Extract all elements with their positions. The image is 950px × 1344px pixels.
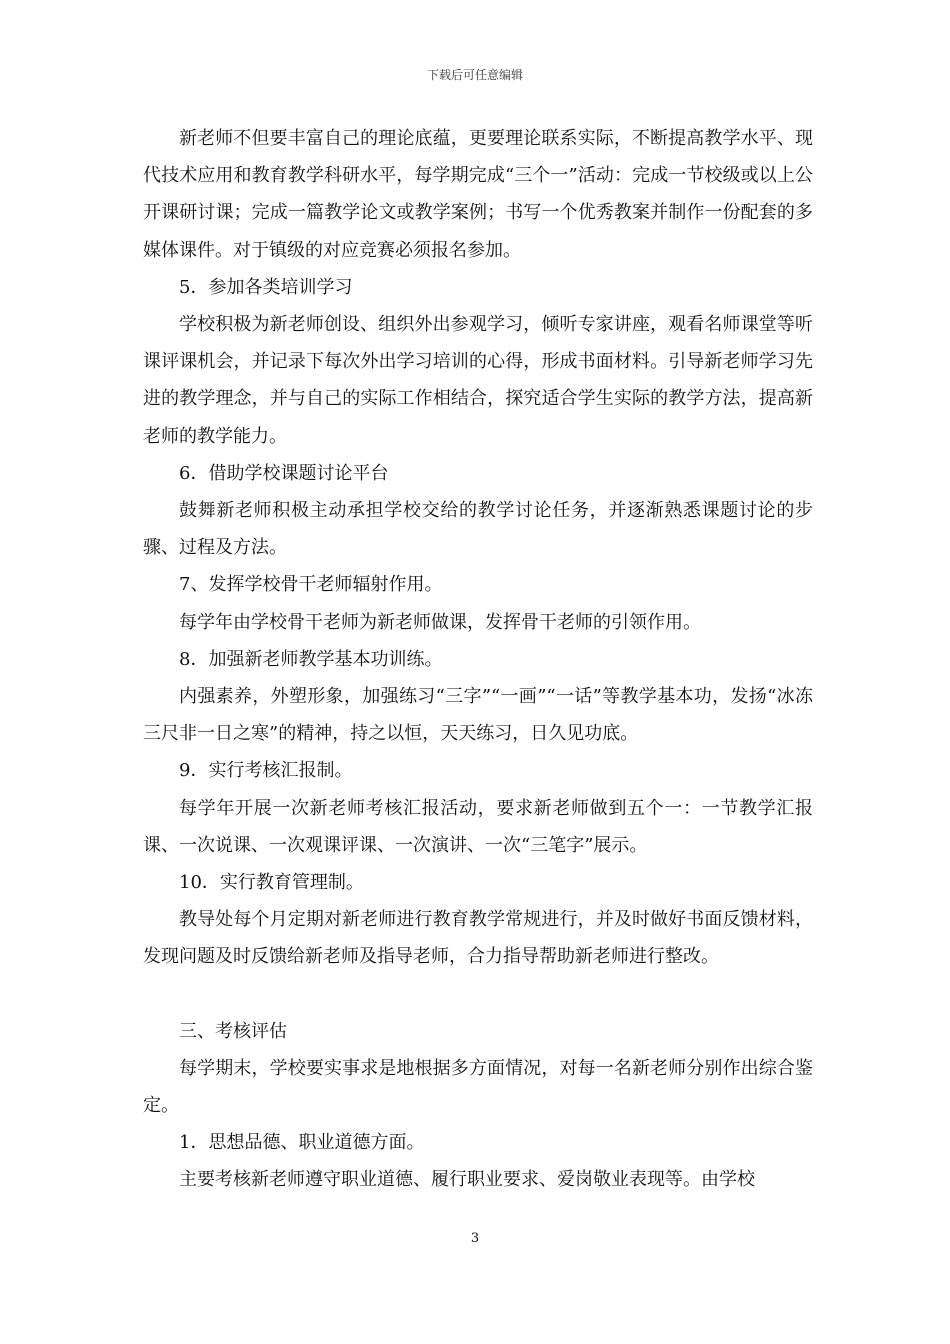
heading-ethics: 1．思想品德、职业道德方面。 bbox=[179, 1132, 425, 1154]
paragraph-backbone-teachers: 每学年由学校骨干老师为新老师做课，发挥骨干老师的引领作用。 bbox=[179, 611, 701, 633]
heading-basic-skills: 8．加强新老师教学基本功训练。 bbox=[179, 648, 443, 670]
page-header: 下载后可任意编辑 bbox=[426, 68, 523, 82]
paragraph-education-management: 教导处每个月定期对新老师进行教育教学常规进行，并及时做好书面反馈材料，发现问题及时反馈给新老师及指导老师，合力指导帮助新老师进行整改。 bbox=[143, 909, 813, 968]
heading-research-platform: 6．借助学校课题讨论平台 bbox=[179, 462, 389, 484]
heading-education-management: 10．实行教育管理制。 bbox=[179, 872, 364, 894]
paragraph-basic-skills: 内强素养，外塑形象，加强练习“三字”“一画”“一话”等教学基本功，发扬“冰冻三尺非一日之寒”的精神，持之以恒，天天练习，日久见功底。 bbox=[143, 686, 813, 745]
paragraph-assessment-report: 每学年开展一次新老师考核汇报活动，要求新老师做到五个一：一节教学汇报课、一次说课、一次观课评课、一次演讲、一次“三笔字”展示。 bbox=[143, 797, 813, 856]
section-gap bbox=[143, 976, 813, 1013]
heading-training: 5．参加各类培训学习 bbox=[179, 276, 353, 298]
heading-assessment-report: 9．实行考核汇报制。 bbox=[179, 760, 353, 782]
paragraph-evaluation: 每学期末，学校要实事求是地根据多方面情况，对每一名新老师分别作出综合鉴定。 bbox=[143, 1057, 813, 1117]
paragraph-research-platform: 鼓舞新老师积极主动承担学校交给的教学讨论任务，并逐渐熟悉课题讨论的步骤、过程及方法。 bbox=[143, 500, 813, 559]
paragraph-ethics: 主要考核新老师遵守职业道德、履行职业要求、爱岗敬业表现等。由学校 bbox=[179, 1169, 755, 1191]
page-number: 3 bbox=[470, 1231, 480, 1246]
paragraph-three-ones: 新老师不但要丰富自己的理论底蕴，更要理论联系实际，不断提高教学水平、现代技术应用和教育教学科研水平，每学期完成“三个一”活动：完成一节校级或以上公开课研讨课；完成一篇教学论文或教学案例；书写一个优秀教案并制作一份配套的多媒体课件。对于镇级的对应竞赛必须报名参加。 bbox=[143, 128, 813, 261]
section-heading-evaluation: 三、考核评估 bbox=[179, 1020, 287, 1042]
document-body bbox=[143, 120, 813, 1199]
paragraph-training: 学校积极为新老师创设、组织外出参观学习，倾听专家讲座，观看名师课堂等听课评课机会，并记录下每次外出学习培训的心得，形成书面材料。引导新老师学习先进的教学理念，并与自己的实际工作相结合，探究适合学生实际的教学方法，提高新老师的教学能力。 bbox=[143, 314, 813, 447]
heading-backbone-teachers: 7、发挥学校骨干老师辐射作用。 bbox=[179, 574, 443, 596]
